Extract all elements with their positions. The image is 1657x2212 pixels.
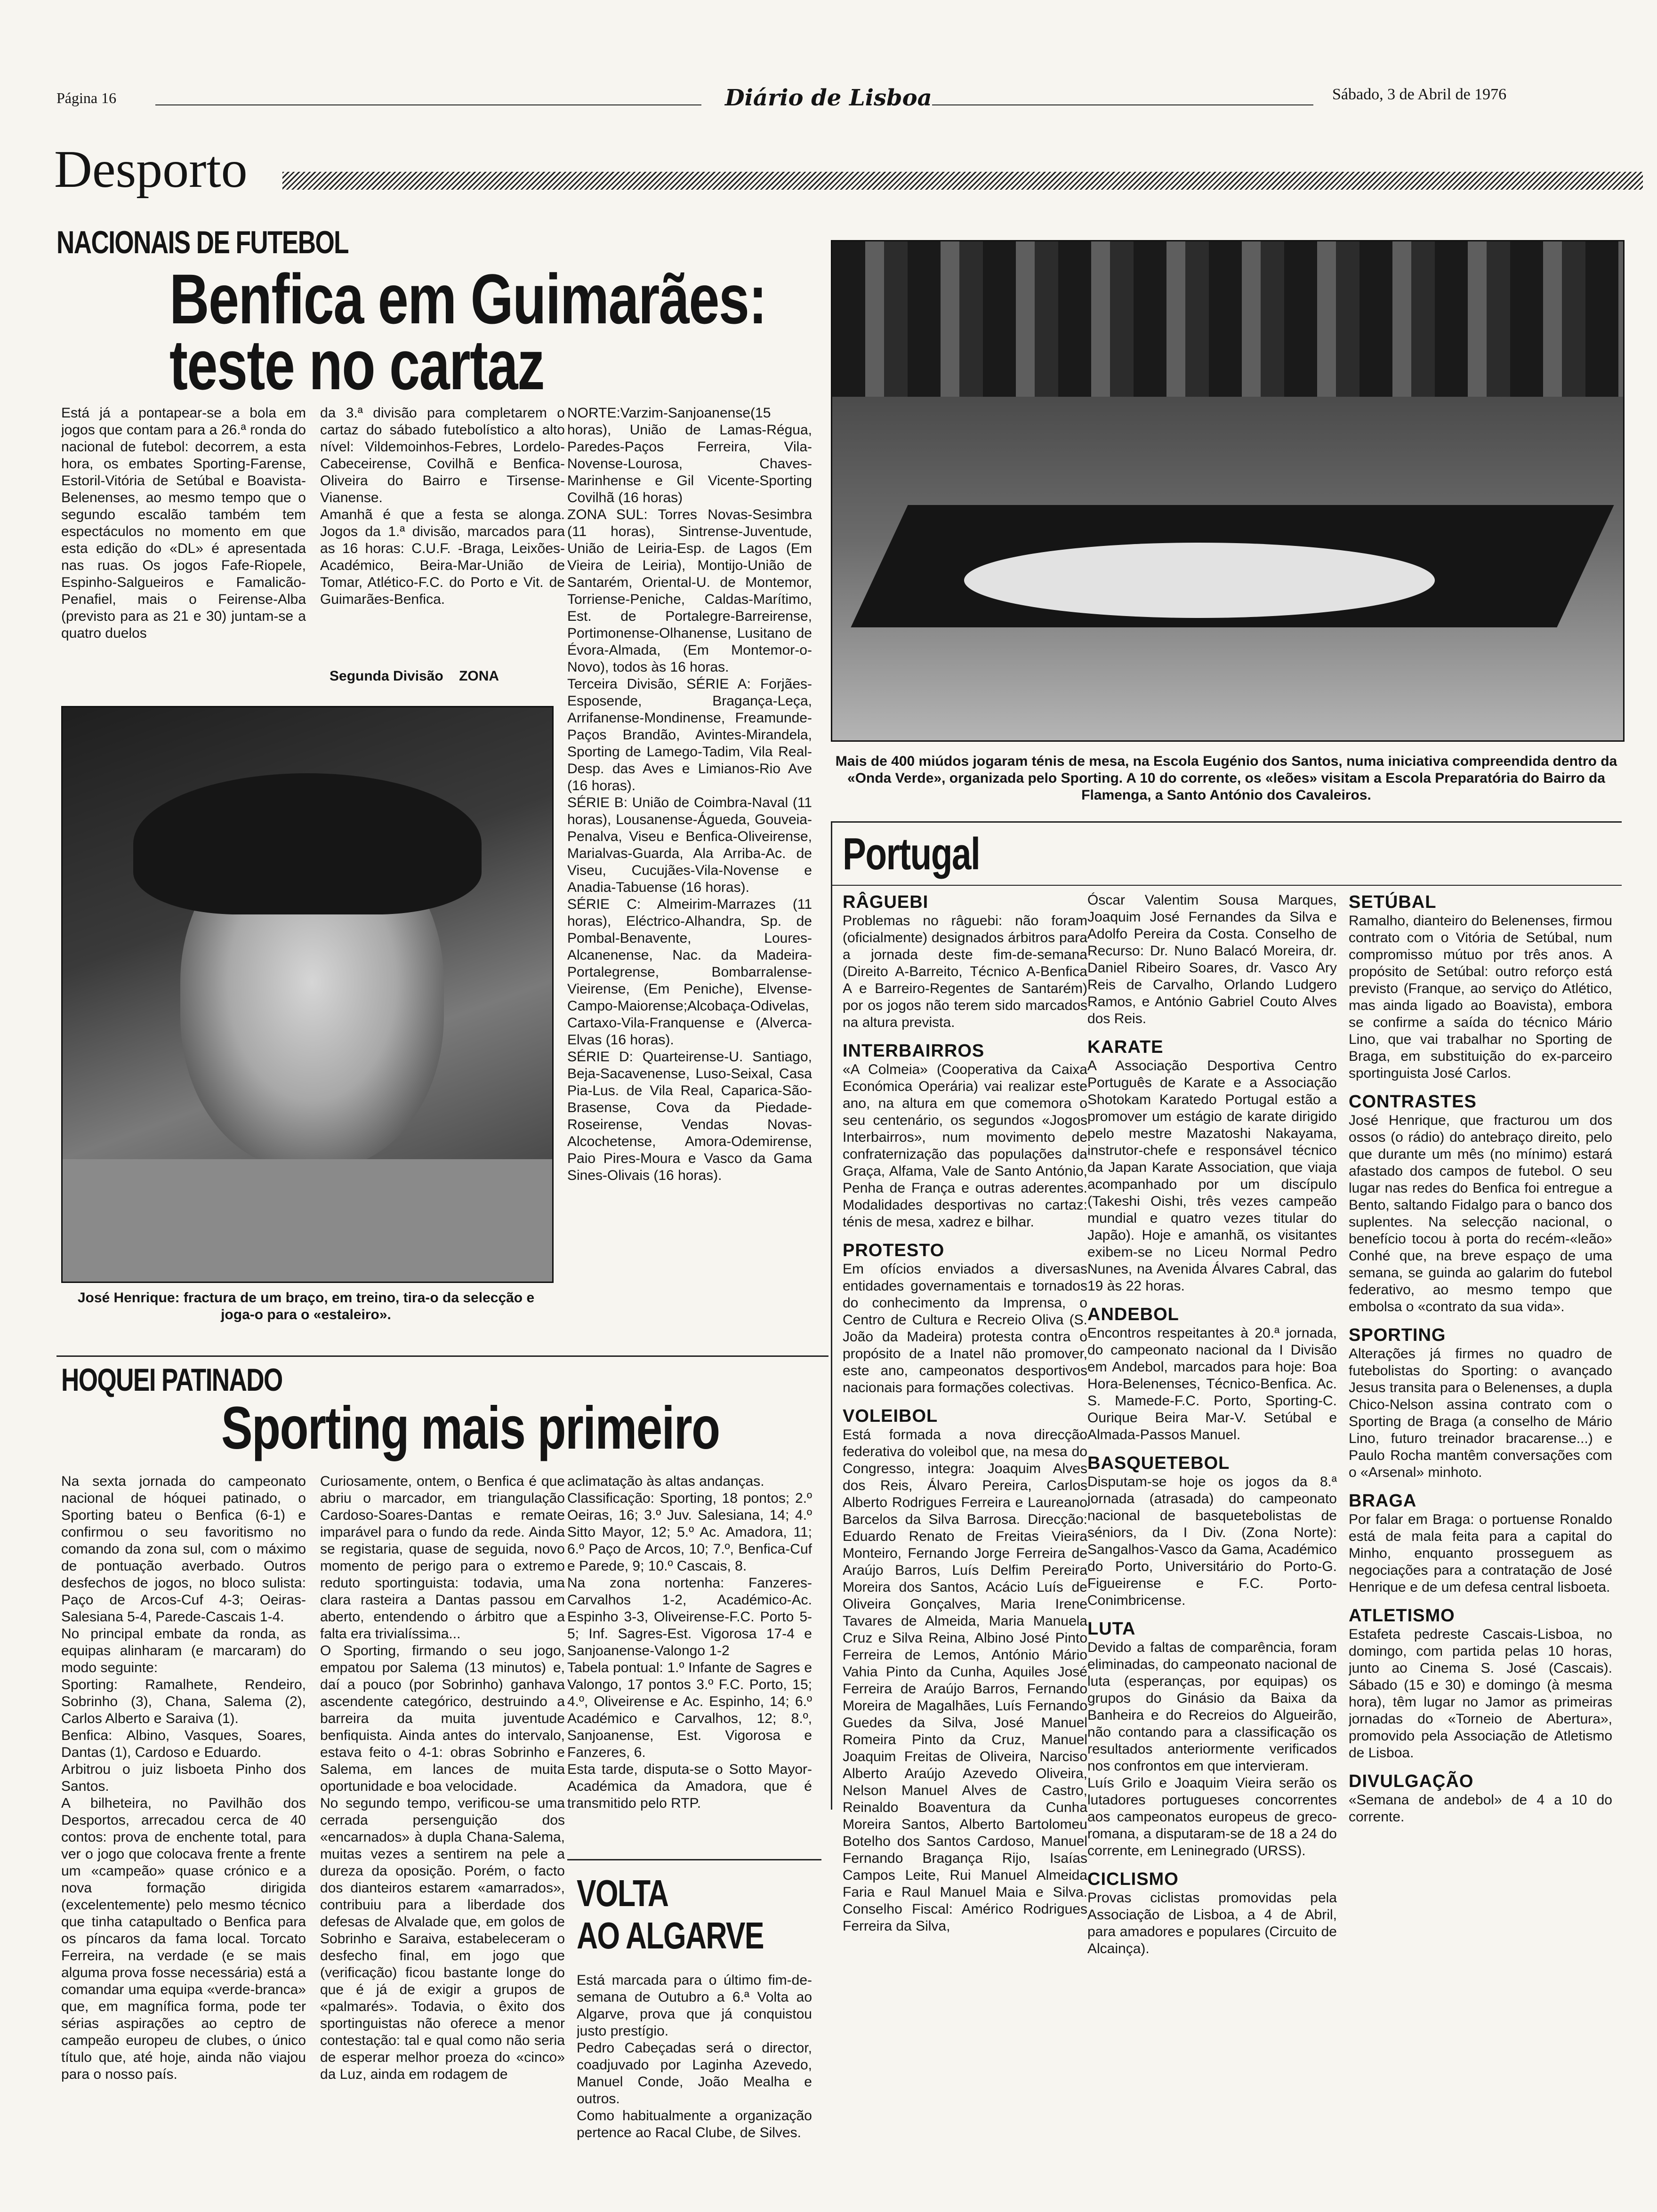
hoquei-col-1: Na sexta jornada do campeonato nacional de hóquei patinado, o Sporting bateu o Benfica (6-1) e confirmou o seu favoritismo no comando da zona sul, com o máximo de pontuação averbado. Outros desfechos de jogos, no bloco sulista: Paço de Arcos-Cuf 4-3; Oeiras-Salesiana 5-4, Parede-Cascais 1-4. No principal embate da ronda, as equipas alinharam (e marcaram) do modo seguinte: Sporting: Ramalhete, Rendeiro, Sobrinho (3), Chana, Salema (2), Carlos Alberto e Saraiva (1). Benfica: Albino, Vasques, Soares, Dantas (1), Cardoso e Eduardo. Arbitrou o juiz lisboeta Pinho dos Santos. A bilheteira, no Pavilhão dos Desportos, arrecadou cerca de 40 contos: prova de enchente total, para ver o jogo que colocava frente a frente um «campeão» quase crónico e a nova formação dirigida (excelentemente) pelo mesmo técnico que tinha catapultado o Benfica para os píncaros da fama local. Torcato Ferreira, na verdade (e se mais alguma prova fosse necessária) está a comandar uma equipa «verde-branca» que, em magnífica forma, pode ter sérias aspirações ao ceptro de campeão europeu de clubes, o único título que, até hoje, ainda não viajou para o nosso país. [61,1474,306,2082]
hoquei-headline: Sporting mais primeiro [221,1395,720,1462]
volta-headline-2: AO ALGARVE [577,1915,764,1956]
portugal-box-left [831,821,832,1810]
portugal-item [1087,892,1337,1027]
item-head: SETÚBAL [1349,892,1437,912]
hoquei-col-2: Curiosamente, ontem, o Benfica é que abriu o marcador, em triangulação Cardoso-Soares-Dantas e remate imparável para o fundo da rede. Ainda se registaria, quase de seguida, novo momento de perigo para o extremo reduto sportinguista: todavia, uma clara rasteira a Dantas passou em aberto, entendendo o árbitro que a falta era trivialíssima... O Sporting, firmando o seu jogo, empatou por Salema (13 minutos) e, daí a pouco (por Sobrinho) ganhava ascendente categórico, destruindo a barreira da muita juventude benfiquista. Ainda antes do intervalo, estava feito o 4-1: obras Sobrinho e Salema, em lances de muita oportunidade e boa velocidade. No segundo tempo, verificou-se uma cerrada persenguição dos «encarnados» à dupla Chana-Salema, muitas vezes a sentirem na pele a dureza da oposição. Porém, o facto dos dianteiros estarem «amarrados», contribuiu para a liberdade dos defesas de Alvalade que, em golos de Sobrinho e Saraiva, estabeleceram o desfecho final, em jogo que (verificação) ficou bastante longe do que é já de exigir a grupos de «palmarés». Todavia, o êxito dos sportinguistas não oferece a menor contestação: tal e qual como não seria de esperar melhor proeza do «cinco» da Luz, ainda em rodagem de [320,1474,565,2082]
item-text: Encontros respeitantes à 20.ª jornada, do campeonato nacional da I Divisão em Andebol, marcados para hoje: Boa Hora-Belenenses, Técnico-Benfica. Ac. S. Mamede-F.C. Porto, Sporting-C. Ourique Beira Mar-V. Setúbal e Almada-Passos Manuel. [1087,1325,1337,1443]
portugal-item [843,1406,1087,1935]
item-text: «Semana de andebol» de 4 a 10 do corrente. [1349,1792,1612,1825]
portugal-item [1349,892,1612,1082]
item-head: BASQUETEBOL [1087,1453,1230,1473]
hoquei-kicker: HOQUEI PATINADO [61,1362,282,1398]
item-head: INTERBAIRROS [843,1041,985,1061]
item-text: Por falar em Braga: o portuense Ronaldo está de mala feita para a capital do Minho, enquanto prosseguem as negociações para a contratação de José Henrique e de um defesa central lisboeta. [1349,1512,1612,1595]
futebol-col-2-footer: Segunda Divisão ZONA [330,668,499,684]
portugal-item [1087,1037,1337,1295]
item-text: Provas ciclistas promovidas pela Associação de Lisboa, a 4 de Abril, para amadores e populares (Circuito de Alcainça). [1087,1890,1337,1956]
item-text: Alterações já firmes no quadro de futebolistas do Sporting: o avançado Jesus transita para o Belenenses, a dupla Chico-Nelson assina contrato com o Sporting de Braga (a conselho de Mário Lino, futuro treinador bracarense...) e Paulo Rocha mantêm conversações com o «Arsenal» minhoto. [1349,1346,1612,1480]
item-text: «A Colmeia» (Cooperativa da Caixa Económica Operária) vai realizar este ano, na altura em que comemora o seu centenário, os segundos «Jogos Interbairros», num movimento de confraternização das populações da Graça, Alfama, Vale de Santo António, Penha de França e outras aderentes. Modalidades desportivas no cartaz: ténis de mesa, xadrez e bilhar. [843,1062,1087,1230]
item-text: Estafeta pedreste Cascais-Lisboa, no domingo, com partida pelas 10 horas, junto ao Cinema S. José (Cascais). Sábado (15 e 30) e domingo (à mesma hora), têm lugar no Jamor as primeiras jornadas do «Torneio de Abertura», promovido pela Associação de Atletismo de Lisboa. [1349,1627,1612,1761]
futebol-col-1: Está já a pontapear-se a bola em jogos que contam para a 26.ª ronda do nacional de futebol: decorrem, a esta hora, os embates Sporting-Farense, Estoril-Vitória de Setúbal e Boavista-Belenenses, ao mesmo tempo que o segundo escalão também tem espectáculos no momento em que esta edição do «DL» é apresentada nas ruas. Os jogos Fafe-Riopele, Espinho-Salgueiros e Famalicão-Penafiel, mais o Feirense-Alba (previsto para as 21 e 30) juntam-se a quatro duelos [61,405,306,641]
item-text: Disputam-se hoje os jogos da 8.ª jornada (atrasada) do campeonato nacional de basquetebolistas de séniors, da I Div. (Zona Norte): Sangalhos-Vasco da Gama, Académico do Porto, Universitário do Porto-G. Figueirense e F.C. Porto-Conimbricense. [1087,1474,1337,1608]
hoquei-col-3: aclimatação às altas andanças. Classificação: Sporting, 18 pontos; 2.º Oeiras, 16; 3.º Juv. Salesiana, 14; 4.º Sitto Mayor, 12; 5.º Ac. Amadora, 11; 6.º Paço de Arcos, 10; 7.º, Benfica-Cuf e Parede, 9; 10.º Cascais, 8. Na zona nortenha: Fanzeres-Carvalhos 1-2, Académico-Ac. Espinho 3-3, Oliveirense-F.C. Porto 5-5; Inf. Sagres-Est. Vigorosa 17-4 e Sanjoanense-Valongo 1-2 Tabela pontual: 1.º Infante de Sagres e Valongo, 17 pontos 3.º F.C. Porto, 15; 4.º, Oliveirense e Ac. Espinho, 14; 6.º Académico e Carvalhos, 12; 8.º, Sanjoanense, Est. Vigorosa e Fanzeres, 6. Esta tarde, disputa-se o Sotto Mayor-Académica da Amadora, que é transmitido pelo RTP. [567,1474,812,1811]
page-number: Página 16 [56,89,117,106]
portugal-item [843,1041,1087,1231]
item-text: Óscar Valentim Sousa Marques, Joaquim José Fernandes da Silva e Adolfo Pereira da Costa. Conselho de Recurso: Dr. Nuno Balacó Moreira, dr. Daniel Ribeiro Soares, dr. Vasco Ary Reis de Carvalho, Orlando Ludgero Ramos, e António Gabriel Couto Alves dos Reis. [1087,892,1337,1026]
item-head: LUTA [1087,1619,1136,1639]
futebol-headline-2: teste no cartaz [169,325,544,404]
volta-box-top [567,1859,821,1860]
item-head: CICLISMO [1087,1869,1179,1889]
portugal-item [843,892,1087,1031]
futebol-col-2: da 3.ª divisão para completarem o cartaz do sábado futebolístico a alto nível: Vildemoinhos-Febres, Lordelo-Cabeceirense, Covilhã e Benfica-Oliveira do Bairro e Tirsense-Vianense. Amanhã é que a festa se alonga. Jogos da 1.ª divisão, marcados para as 16 horas: C.U.F. -Braga, Leixões-Académico, Beira-Mar-União de Tomar, Atlético-F.C. do Porto e Vit. de Guimarães-Benfica. [320,405,565,607]
item-text: Está formada a nova direcção federativa do voleibol que, na mesa do Congresso, integra: Joaquim Alves dos Reis, Álvaro Pereira, Carlos Alberto Rodrigues Ferreira e Laureano Barcelos da Silva Barrosa. Direcção: Eduardo Renato de Freitas Vieira Monteiro, Fernando Jorge Ferreira de Araújo Barros, Luís Delfim Pereira Moreira dos Santos, Acácio Luís de Oliveira Gonçalves, Maria Irene Tavares de Almeida, Maria Manuela Cruz e Silva Reina, Albino José Pinto Ferreira de Lemos, António Mário Vahia Pinto da Cunha, Aquiles José Ferreira de Araújo Barros, Fernando Moreira de Magalhães, Luís Fernando Guedes da Silva, José Manuel Romeira Pinto da Cruz, Manuel Joaquim Freitas de Oliveira, Narciso Alberto Araújo Azevedo Oliveira, Nelson Manuel Alves de Castro, Reinaldo Boaventura da Cunha Moreira Santos, Alberto Bartolomeu Botelho dos Santos Cardoso, Manuel Fernando Bragança Rijo, Isaías Campos Leite, Rui Manuel Almeida Faria e Raul Manuel Maia e Silva. Conselho Fiscal: Américo Rodrigues Ferreira da Silva, [843,1427,1087,1934]
item-text: Em ofícios enviados a diversas entidades governamentais e tornados do conhecimento da Imprensa, o Centro de Cultura e Recreio Oliva (S. João da Madeira) protesta contra o propósito de a Inatel não promover, este ano, campeonatos desportivos nacionais para formações colectivas. [843,1261,1087,1395]
portugal-item [1087,1869,1337,1957]
portugal-rule [831,885,1622,886]
portugal-item [1087,1304,1337,1443]
item-head: CONTRASTES [1349,1092,1477,1112]
item-text: Problemas no râguebi: não foram (oficialmente) designados árbitros para a jornada deste fim-de-semana (Direito A-Barreito, Técnico A-Benfica A e Barreiro-Regentes de Santarém) por os jogos não terem sido marcados na altura prevista. [843,913,1087,1030]
portugal-col-3 [1349,892,1612,2210]
header-rule-left [155,104,701,105]
item-head: RÂGUEBI [843,892,929,912]
portugal-item [1349,1091,1612,1315]
volta-headline-1: VOLTA [577,1872,668,1914]
section-hatch-rule [282,172,1643,190]
futebol-col-3: NORTE:Varzim-Sanjoanense(15 horas), União de Lamas-Régua, Paredes-Paços Ferreira, Vila-Novense-Lourosa, Chaves-Marinhense e Gil Vicente-Sporting Covilhã (16 horas) ZONA SUL: Torres Novas-Sesimbra (11 horas), Sintrense-Juventude, União de Leiria-Esp. de Lagos (Em Vieira de Leiria), Montijo-União de Santarém, Oriental-U. de Montemor, Torriense-Peniche, Caldas-Marítimo, Est. de Portalegre-Barreirense, Portimonense-Olhanense, Lusitano de Évora-Almada, (Em Montemor-o-Novo), todos às 16 horas. Terceira Divisão, SÉRIE A: Forjães-Esposende, Bragança-Leça, Arrifanense-Mondinense, Freamunde-Paços Brandão, Avintes-Mirandela, Sporting de Lamego-Tadim, Vila Real-Desp. das Aves e Limianos-Rio Ave (16 horas). SÉRIE B: União de Coimbra-Naval (11 horas), Lousanense-Águeda, Gouveia-Penalva, Viseu e Benfica-Oliveirense, Marialvas-Guarda, Ala Arriba-Ac. de Viseu, Cucujães-Vila-Novense e Anadia-Tabuense (16 horas). SÉRIE C: Almeirim-Marrazes (11 horas), Eléctrico-Alhandra, Sp. de Pombal-Benavente, Loures-Alcanenense, Nac. da Madeira-Portalegrense, Bombarralense-Vieirense, (Em Peniche), Elvense-Campo-Maiorense;Alcobaça-Odivelas, Cartaxo-Vila-Franquense e (Alverca-Elvas (16 horas). SÉRIE D: Quarteirense-U. Santiago, Beja-Sacavenense, Luso-Seixal, Casa Pia-Lus. de Vila Real, Caparica-São-Brasense, Cova da Piedade-Roseirense, Vendas Novas-Alcochetense, Amora-Odemirense, Paio Pires-Moura e Vasco da Gama Sines-Olivais (16 horas). [567,405,812,1183]
futebol-kicker: NACIONAIS DE FUTEBOL [56,224,349,260]
portugal-item [1349,1325,1612,1481]
futebol-headline-1: Benfica em Guimarães: [169,259,766,338]
portugal-box-top [831,821,1622,823]
item-head: SPORTING [1349,1325,1446,1345]
item-text: A Associação Desportiva Centro Português de Karate e a Associação Shotokam Karatedo Portugal estão a promover um estágio de karate dirigido pelo mestre Mazatoshi Nakayama, instrutor-chefe e responsável técnico da Japan Karate Association, que viaja acompanhado por um discípulo (Takeshi Oishi, três vezes campeão mundial e quatro vezes titular do Japão). Hoje e amanhã, os visitantes exibem-se no Liceu Normal Pedro Nunes, na Avenida Álvares Cabral, das 19 às 22 horas. [1087,1058,1337,1294]
portugal-item [1349,1771,1612,1826]
portugal-item [1087,1453,1337,1609]
item-head: PROTESTO [843,1241,945,1260]
portugal-item [1349,1605,1612,1762]
hoquei-top-rule [56,1355,828,1357]
table-tennis-photo [831,240,1625,742]
masthead: Diário de Lisboa [725,85,932,111]
portugal-item [1349,1491,1612,1596]
jose-henrique-photo [61,706,554,1283]
item-text: José Henrique, que fracturou um dos ossos (o rádio) do antebraço direito, pelo que durante um mês (no mínimo) estará afastado dos campos de futebol. O seu lugar nas redes do Benfica foi entregue a Bento, saltando Fidalgo para o banco dos suplentes. Na selecção nacional, o benefício tocou à porta do recém-«leão» Conhé que, na breve espaço de uma semana, se guinda ao galarim do futebol federativo, ao mesmo tempo que embolsa o «contrato da sua vida». [1349,1113,1612,1314]
section-title: Desporto [54,140,248,199]
header-rule-right [932,104,1313,105]
portugal-col-2 [1087,892,1337,2210]
jose-henrique-caption: José Henrique: fractura de um braço, em treino, tira-o da selecção e joga-o para o «estaleiro». [77,1290,535,1322]
portugal-col-1 [843,892,1087,2210]
item-head: BRAGA [1349,1491,1417,1511]
item-head: KARATE [1087,1037,1164,1057]
item-head: ATLETISMO [1349,1606,1455,1626]
portugal-item [1087,1619,1337,1859]
item-text: Ramalho, dianteiro do Belenenses, firmou contrato com o Vitória de Setúbal, num compromisso mútuo por três anos. A propósito de Setúbal: outro reforço está previsto (Franque, ao serviço do Atlético, mas ainda ligado ao Boavista), embora se confirme a saída do técnico Mário Lino, que vai trabalhar no Sporting de Braga, em substituição do ex-parceiro sportinguista José Carlos. [1349,913,1612,1081]
item-head: ANDEBOL [1087,1305,1179,1324]
item-head: DIVULGAÇÃO [1349,1771,1474,1791]
table-tennis-caption: Mais de 400 miúdos jogaram ténis de mesa, na Escola Eugénio dos Santos, numa iniciativa compreendida dentro da «Onda Verde», organizada pelo Sporting. A 10 do corrente, os «leões» visitam a Escola Preparatória do Bairro da Flamenga, a Santo António dos Cavaleiros. [835,753,1617,803]
volta-text: Está marcada para o último fim-de-semana de Outubro a 6.ª Volta ao Algarve, prova que já conquistou justo prestígio. Pedro Cabeçadas será o director, coadjuvado por Laginha Azevedo, Manuel Conde, João Mealha e outros. Como habitualmente a organização pertence ao Racal Clube, de Silves. [577,1972,812,2140]
item-text: Devido a faltas de comparência, foram eliminadas, do campeonato nacional de luta (esperanças, por equipas) os grupos do Ginásio da Baixa da Banheira e do Recreios do Algueirão, não contando para a classificação os resultados anteriormente verificados nos confrontos em que intervieram. Luís Grilo e Joaquim Vieira serão os lutadores portugueses concorrentes aos campeonatos europeus de greco-romana, a disputaram-se de 18 a 24 do corrente, em Leninegrado (URSS). [1087,1640,1337,1859]
item-head: VOLEIBOL [843,1406,938,1426]
issue-date: Sábado, 3 de Abril de 1976 [1332,86,1507,103]
portugal-headline: Portugal [843,829,980,879]
portugal-item [843,1240,1087,1396]
